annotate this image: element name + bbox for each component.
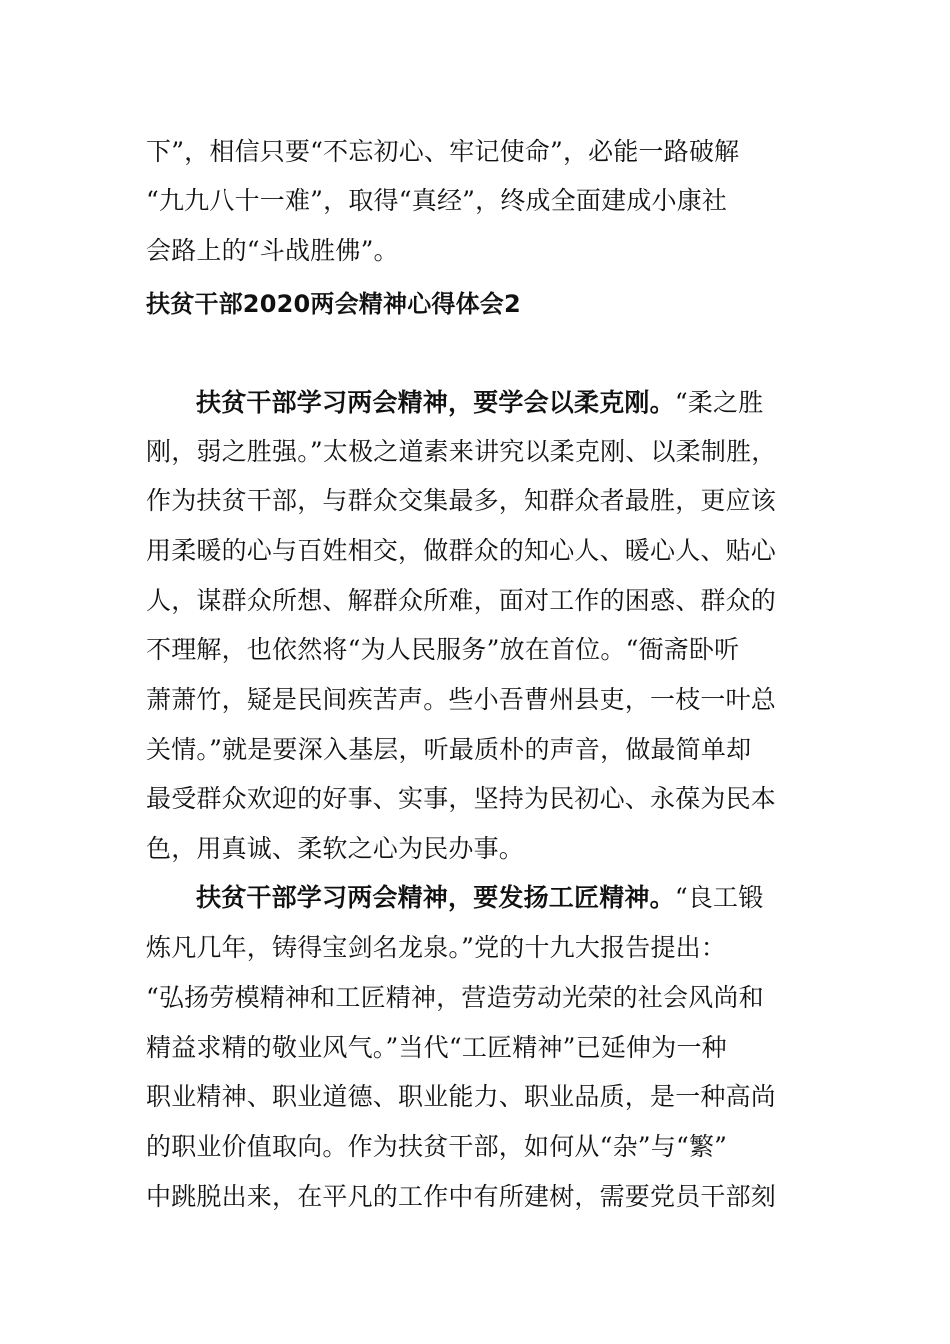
paragraph2-first-line-rest: “良工锻 (674, 883, 764, 912)
paragraph2-line: “弘扬劳模精神和工匠精神，营造劳动光荣的社会风尚和 (146, 983, 764, 1012)
paragraph2-line: 精益求精的敬业风气。”当代“工匠精神”已延伸为一种 (146, 1033, 727, 1062)
paragraph2-line: 中跳脱出来，在平凡的工作中有所建树，需要党员干部刻 (146, 1182, 777, 1211)
paragraph1-first-line (196, 387, 763, 419)
intro-line-1: 下”，相信只要“不忘初心、牢记使命”，必能一路破解 (146, 137, 740, 166)
intro-line-3: 会路上的“斗战胜佛”。 (146, 236, 399, 265)
paragraph2-line: 的职业价值取向。作为扶贫干部，如何从“杂”与“繁” (146, 1132, 728, 1161)
paragraph1-line: 刚，弱之胜强。”太极之道素来讲究以柔克刚、以柔制胜， (146, 437, 777, 466)
paragraph1-line: 关情。”就是要深入基层，听最质朴的声音，做最简单却 (146, 735, 752, 764)
paragraph2-line: 职业精神、职业道德、职业能力、职业品质，是一种高尚 (146, 1082, 777, 1111)
paragraph1-line: 用柔暖的心与百姓相交，做群众的知心人、暖心人、贴心 (146, 536, 777, 565)
paragraph1-line: 作为扶贫干部，与群众交集最多，知群众者最胜，更应该 (146, 486, 777, 515)
section-title: 扶贫干部2020两会精神心得体会2 (146, 290, 521, 318)
intro-line-2: “九九八十一难”，取得“真经”，终成全面建成小康社 (146, 186, 728, 215)
paragraph1-line: 最受群众欢迎的好事、实事，坚持为民初心、永葆为民本 (146, 784, 777, 813)
paragraph1-line: 人，谋群众所想、解群众所难，面对工作的困惑、群众的 (146, 586, 777, 615)
paragraph1-lead: 扶贫干部学习两会精神，要学会以柔克刚。 (196, 388, 675, 417)
paragraph1-line: 萧萧竹，疑是民间疾苦声。些小吾曹州县吏，一枝一叶总 (146, 685, 777, 714)
paragraph1-first-line-rest: “柔之胜 (674, 388, 764, 417)
paragraph2-line: 炼凡几年，铸得宝剑名龙泉。”党的十九大报告提出： (146, 933, 727, 962)
paragraph1-line: 不理解，也依然将“为人民服务”放在首位。“衙斋卧听 (146, 635, 740, 664)
paragraph1-line: 色，用真诚、柔软之心为民办事。 (146, 834, 525, 863)
paragraph2-first-line (196, 882, 763, 914)
paragraph2-lead: 扶贫干部学习两会精神，要发扬工匠精神。 (196, 883, 675, 912)
